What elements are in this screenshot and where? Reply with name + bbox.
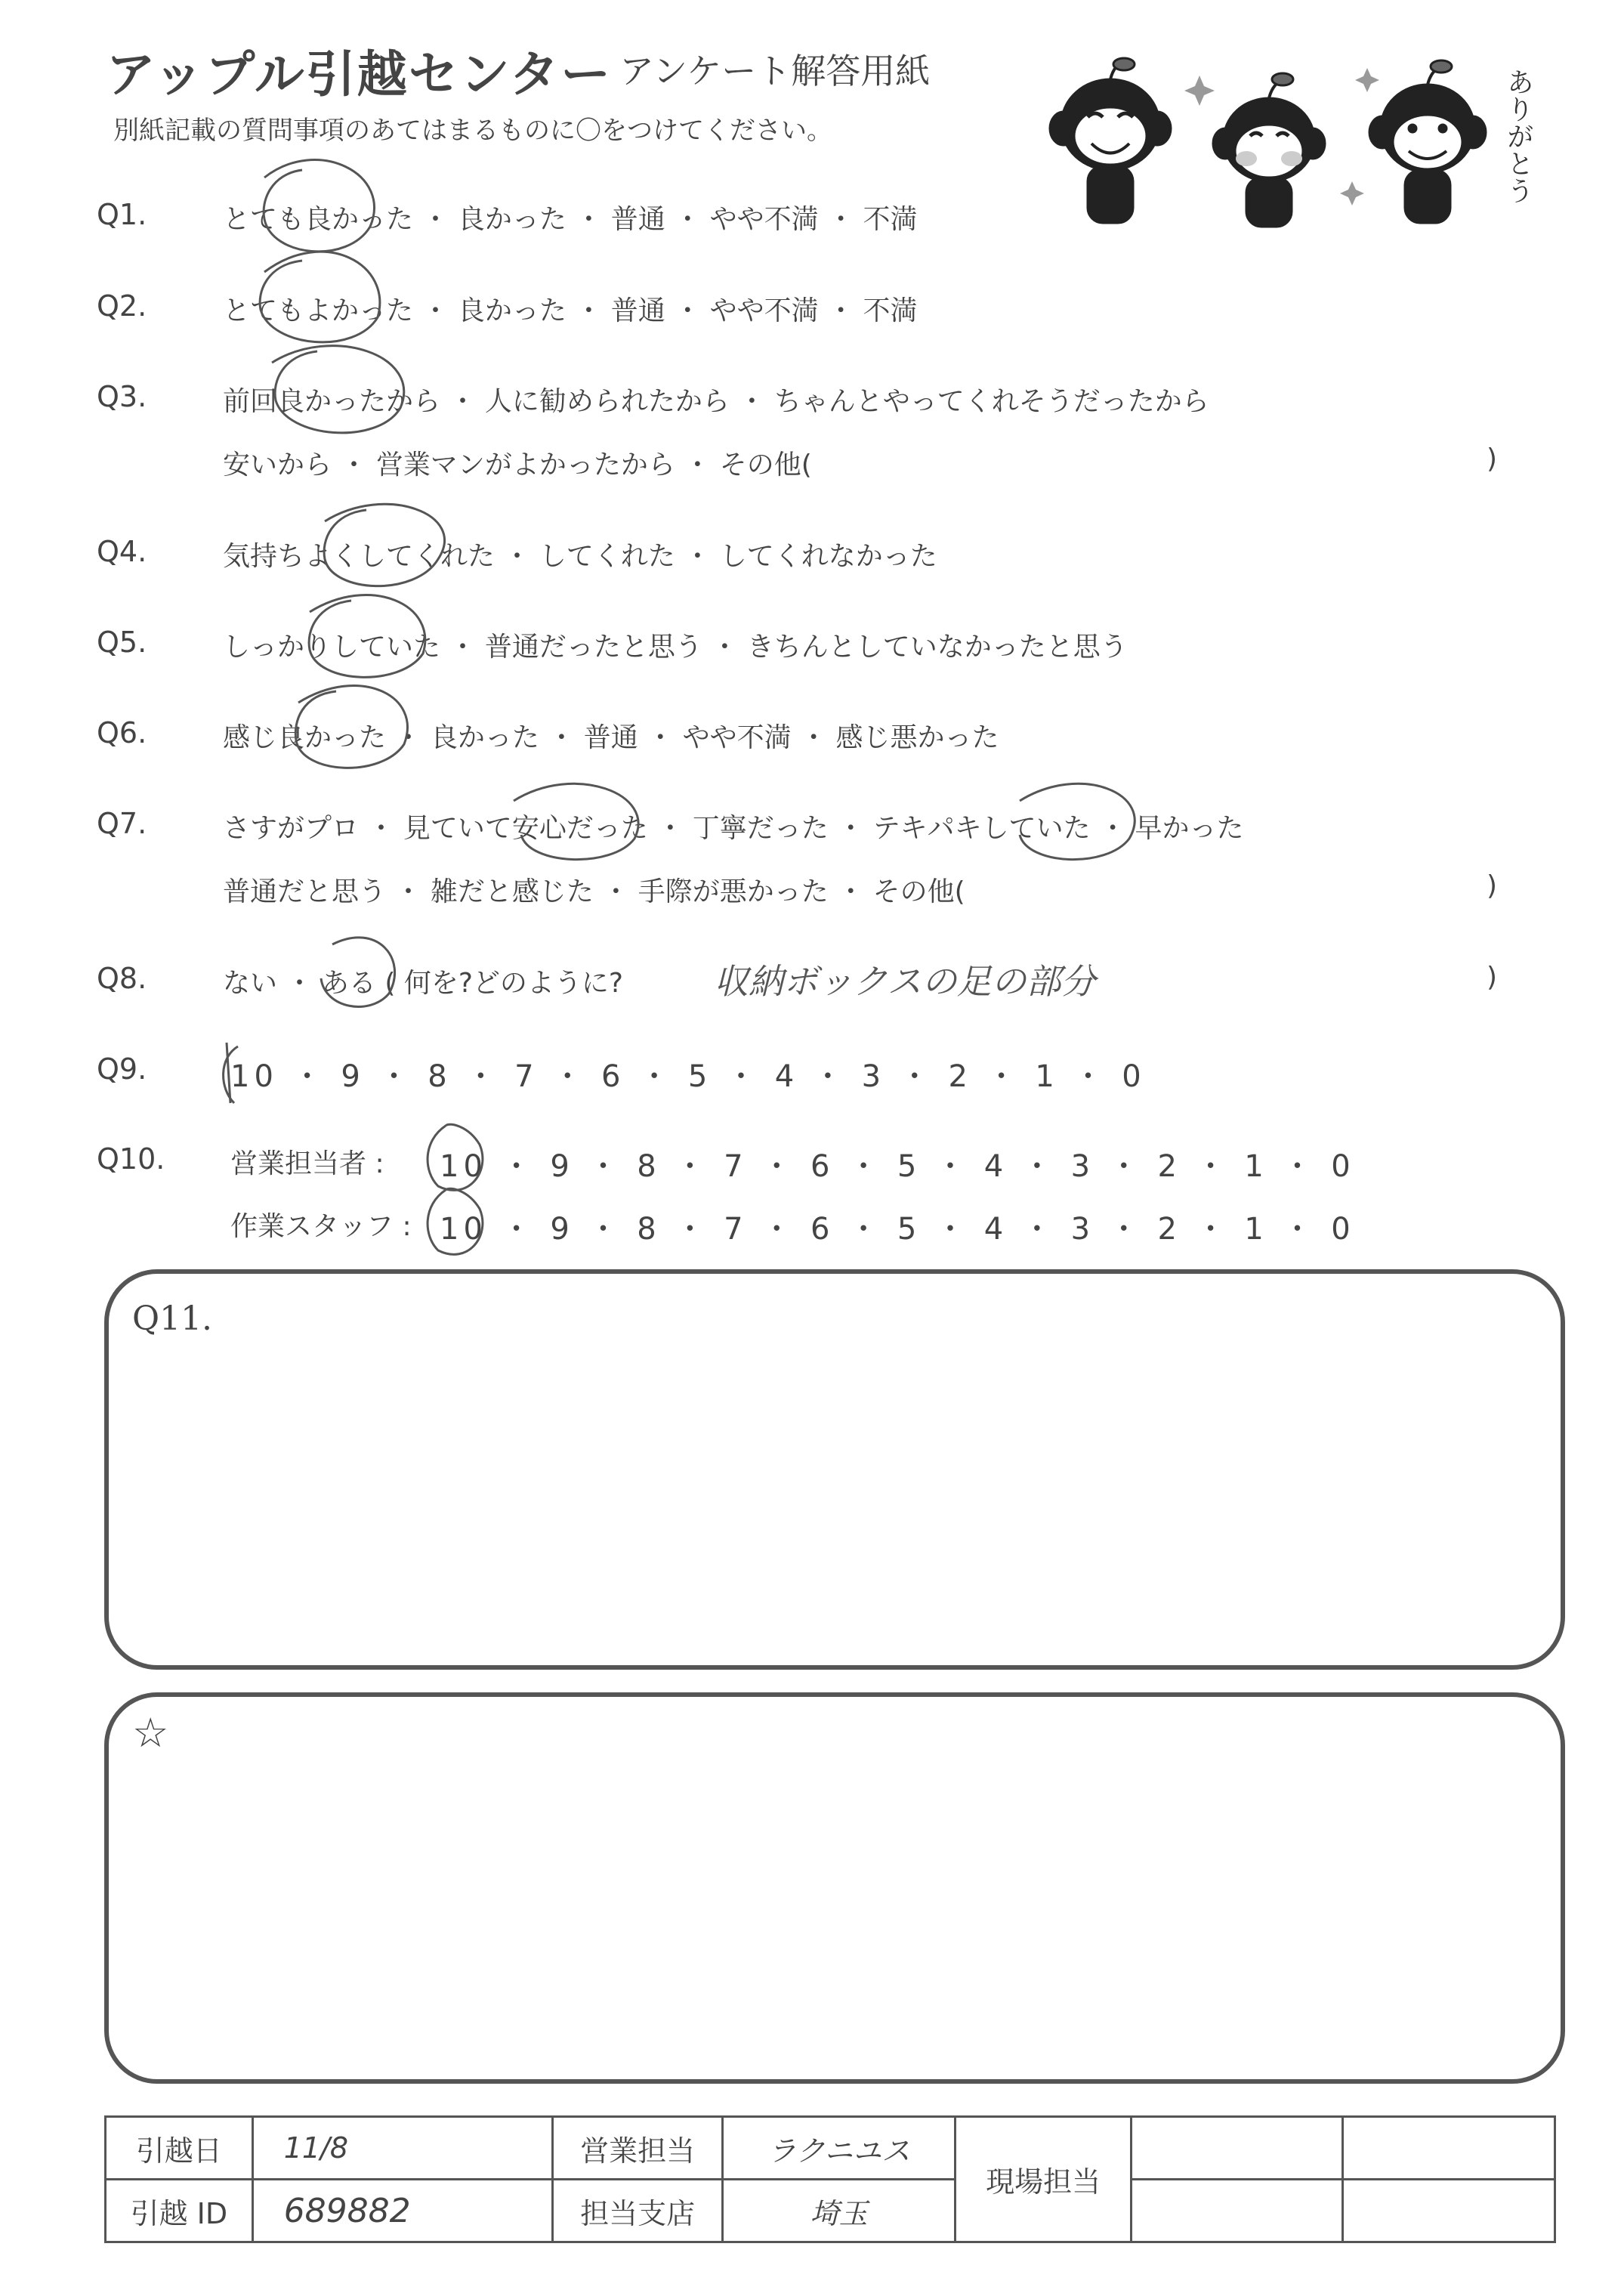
q9-scale[interactable]: 10 ・ 9 ・ 8 ・ 7 ・ 6 ・ 5 ・ 4 ・ 3 ・ 2 ・ 1 ・ 0 bbox=[230, 1059, 1146, 1094]
q3-options-line2[interactable]: 安いから ・ 営業マンがよかったから ・ その他( bbox=[223, 450, 812, 481]
q11-comment-box[interactable] bbox=[104, 1269, 1565, 1670]
q10-sales-scale[interactable]: 10 ・ 9 ・ 8 ・ 7 ・ 6 ・ 5 ・ 4 ・ 3 ・ 2 ・ 1 ・ 0 bbox=[440, 1149, 1355, 1184]
q3-close-paren: ) bbox=[1487, 443, 1498, 474]
site-rep-label: 現場担当 bbox=[956, 2117, 1132, 2242]
q7-options-line2[interactable]: 普通だと思う ・ 雑だと感じた ・ 手際が悪かった ・ その他( bbox=[223, 876, 965, 907]
q2-label: Q2. bbox=[97, 289, 147, 323]
q3-options-line1[interactable]: 前回良かったから ・ 人に勧められたから ・ ちゃんとやってくれそうだったから bbox=[223, 386, 1209, 417]
q8-options[interactable]: ない ・ ある ( 何を?どのように? bbox=[223, 968, 624, 999]
monkey-mascot-illustration bbox=[1035, 45, 1548, 242]
footer-info-table bbox=[104, 2115, 1556, 2243]
q8-close-paren: ) bbox=[1487, 962, 1498, 993]
q1-options[interactable]: とても良かった ・ 良かった ・ 普通 ・ やや不満 ・ 不満 bbox=[223, 204, 918, 235]
q11-label: Q11. bbox=[132, 1299, 213, 1338]
q5-label: Q5. bbox=[97, 626, 147, 659]
q1-label: Q1. bbox=[97, 198, 147, 231]
q7-label: Q7. bbox=[97, 807, 147, 840]
q5-options[interactable]: しっかりしていた ・ 普通だったと思う ・ きちんとしていなかったと思う bbox=[223, 632, 1128, 663]
instruction-text: 別紙記載の質問事項のあてはまるものに〇をつけてください。 bbox=[113, 116, 832, 146]
q2-options[interactable]: とてもよかった ・ 良かった ・ 普通 ・ やや不満 ・ 不満 bbox=[223, 295, 918, 326]
move-id-value[interactable]: 689882 bbox=[252, 2180, 552, 2242]
star-label: ☆ bbox=[132, 1709, 169, 1757]
q8-label: Q8. bbox=[97, 962, 147, 995]
move-date-value[interactable]: 11/8 bbox=[252, 2117, 552, 2180]
q6-options[interactable]: 感じ良かった ・ 良かった ・ 普通 ・ やや不満 ・ 感じ悪かった bbox=[223, 722, 999, 753]
q8-handwritten-answer: 収納ボックスの足の部分 bbox=[714, 961, 1096, 1002]
sales-rep-label: 営業担当 bbox=[552, 2117, 722, 2180]
q4-label: Q4. bbox=[97, 535, 147, 568]
site-rep-cell-3[interactable] bbox=[1132, 2180, 1342, 2242]
brand-title: アップル引越センター bbox=[106, 45, 613, 104]
q7-close-paren: ) bbox=[1487, 870, 1498, 901]
move-id-label: 引越 ID bbox=[106, 2180, 253, 2242]
q3-label: Q3. bbox=[97, 380, 147, 413]
q7-options-line1[interactable]: さすがプロ ・ 見ていて安心だった ・ 丁寧だった ・ テキパキしていた ・ 早かった bbox=[223, 813, 1244, 844]
q6-label: Q6. bbox=[97, 716, 147, 749]
q9-label: Q9. bbox=[97, 1052, 147, 1086]
move-date-label: 引越日 bbox=[106, 2117, 253, 2180]
star-comment-box[interactable] bbox=[104, 1692, 1565, 2084]
q4-options[interactable]: 気持ちよくしてくれた ・ してくれた ・ してくれなかった bbox=[223, 541, 937, 572]
site-rep-cell-4[interactable] bbox=[1342, 2180, 1555, 2242]
q10-sales-label: 営業担当者 : bbox=[230, 1148, 384, 1179]
branch-value[interactable]: 埼玉 bbox=[723, 2180, 956, 2242]
site-rep-cell-1[interactable] bbox=[1132, 2117, 1342, 2180]
sales-rep-value[interactable]: ラクニユス bbox=[723, 2117, 956, 2180]
branch-label: 担当支店 bbox=[552, 2180, 722, 2242]
site-rep-cell-2[interactable] bbox=[1342, 2117, 1555, 2180]
thank-you-caption: ありがとう bbox=[1502, 68, 1534, 204]
q10-label: Q10. bbox=[97, 1142, 165, 1176]
q10-staff-scale[interactable]: 10 ・ 9 ・ 8 ・ 7 ・ 6 ・ 5 ・ 4 ・ 3 ・ 2 ・ 1 ・ 0 bbox=[440, 1212, 1355, 1247]
form-title: アンケート解答用紙 bbox=[619, 51, 931, 91]
q10-staff-label: 作業スタッフ : bbox=[230, 1211, 412, 1242]
